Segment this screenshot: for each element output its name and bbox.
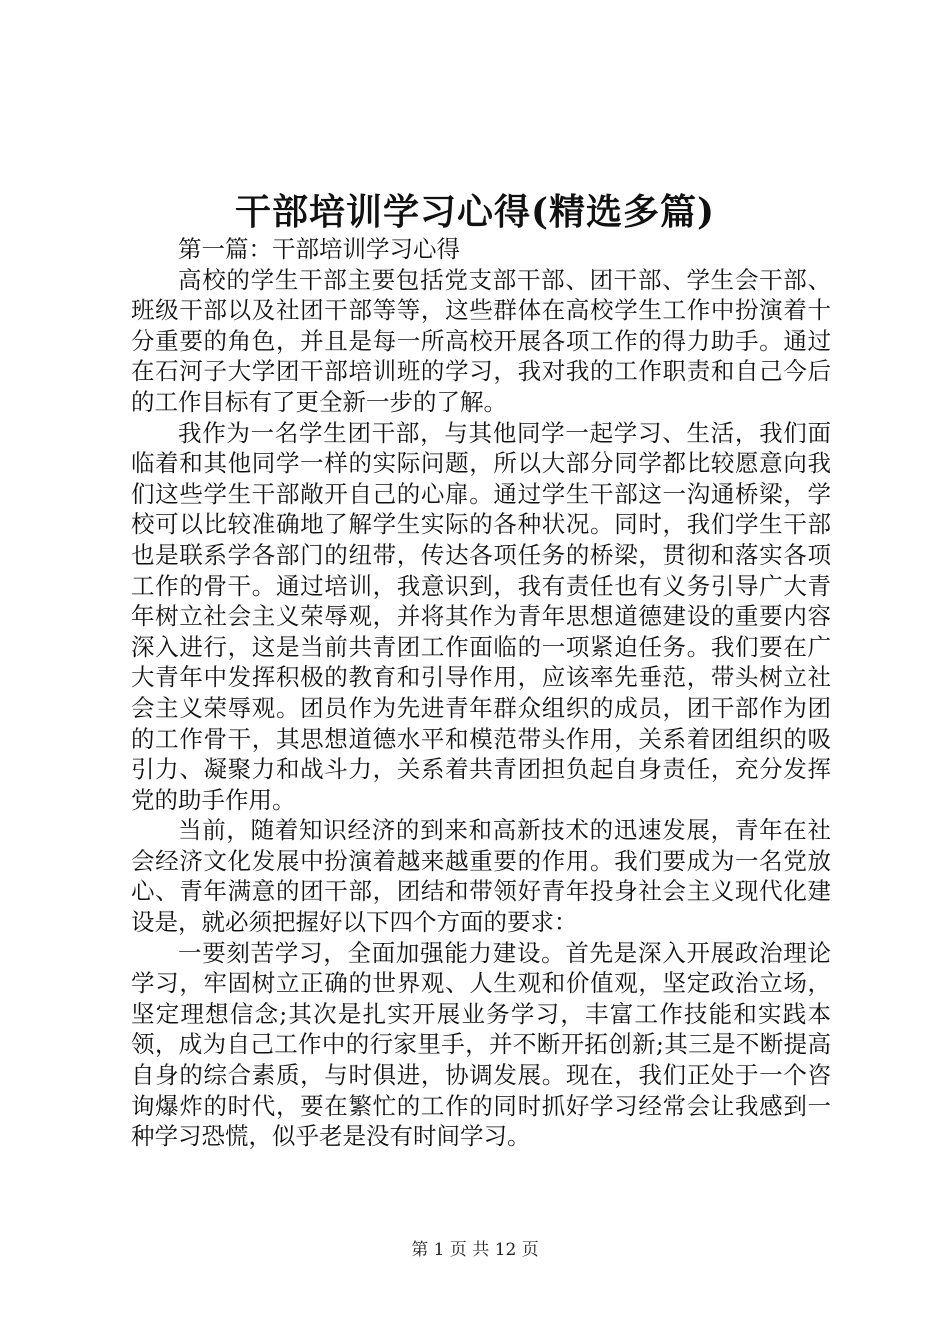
document-body — [131, 234, 831, 1152]
paragraph: 当前，随着知识经济的到来和高新技术的迅速发展，青年在社会经济文化发展中扮演着越来越重要的作用。我们要成为一名党放心、青年满意的团干部，团结和带领好青年投身社会主义现代化建设是，就必须把握好以下四个方面的要求： — [131, 816, 831, 937]
paragraph: 我作为一名学生团干部，与其他同学一起学习、生活，我们面临着和其他同学一样的实际问题，所以大部分同学都比较愿意向我们这些学生干部敞开自己的心扉。通过学生干部这一沟通桥梁，学校可以比较准确地了解学生实际的各种状况。同时，我们学生干部也是联系学各部门的纽带，传达各项任务的桥梁，贯彻和落实各项工作的骨干。通过培训，我意识到，我有责任也有义务引导广大青年树立社会主义荣辱观，并将其作为青年思想道德建设的重要内容深入进行，这是当前共青团工作面临的一项紧迫任务。我们要在广大青年中发挥积极的教育和引导作用，应该率先垂范，带头树立社会主义荣辱观。团员作为先进青年群众组织的成员，团干部作为团的工作骨干，其思想道德水平和模范带头作用，关系着团组织的吸引力、凝聚力和战斗力，关系着共青团担负起自身责任，充分发挥党的助手作用。 — [131, 418, 831, 814]
section-heading: 第一篇：干部培训学习心得 — [178, 235, 460, 263]
paragraph: 一要刻苦学习，全面加强能力建设。首先是深入开展政治理论学习，牢固树立正确的世界观、人生观和价值观，坚定政治立场，坚定理想信念;其次是扎实开展业务学习，丰富工作技能和实践本领，成为自己工作中的行家里手，并不断开拓创新;其三是不断提高自身的综合素质，与时俱进，协调发展。现在，我们正处于一个咨询爆炸的时代，要在繁忙的工作的同时抓好学习经常会让我感到一种学习恐慌，似乎老是没有时间学习。 — [131, 938, 831, 1151]
paragraph: 高校的学生干部主要包括党支部干部、团干部、学生会干部、班级干部以及社团干部等等，这些群体在高校学生工作中扮演着十分重要的角色，并且是每一所高校开展各项工作的得力助手。通过在石河子大学团干部培训班的学习，我对我的工作职责和自己今后的工作目标有了更全新一步的了解。 — [131, 265, 831, 416]
document-title: 干部培训学习心得(精选多篇) — [234, 191, 716, 233]
page-footer: 第 1 页 共 12 页 — [411, 1240, 539, 1260]
